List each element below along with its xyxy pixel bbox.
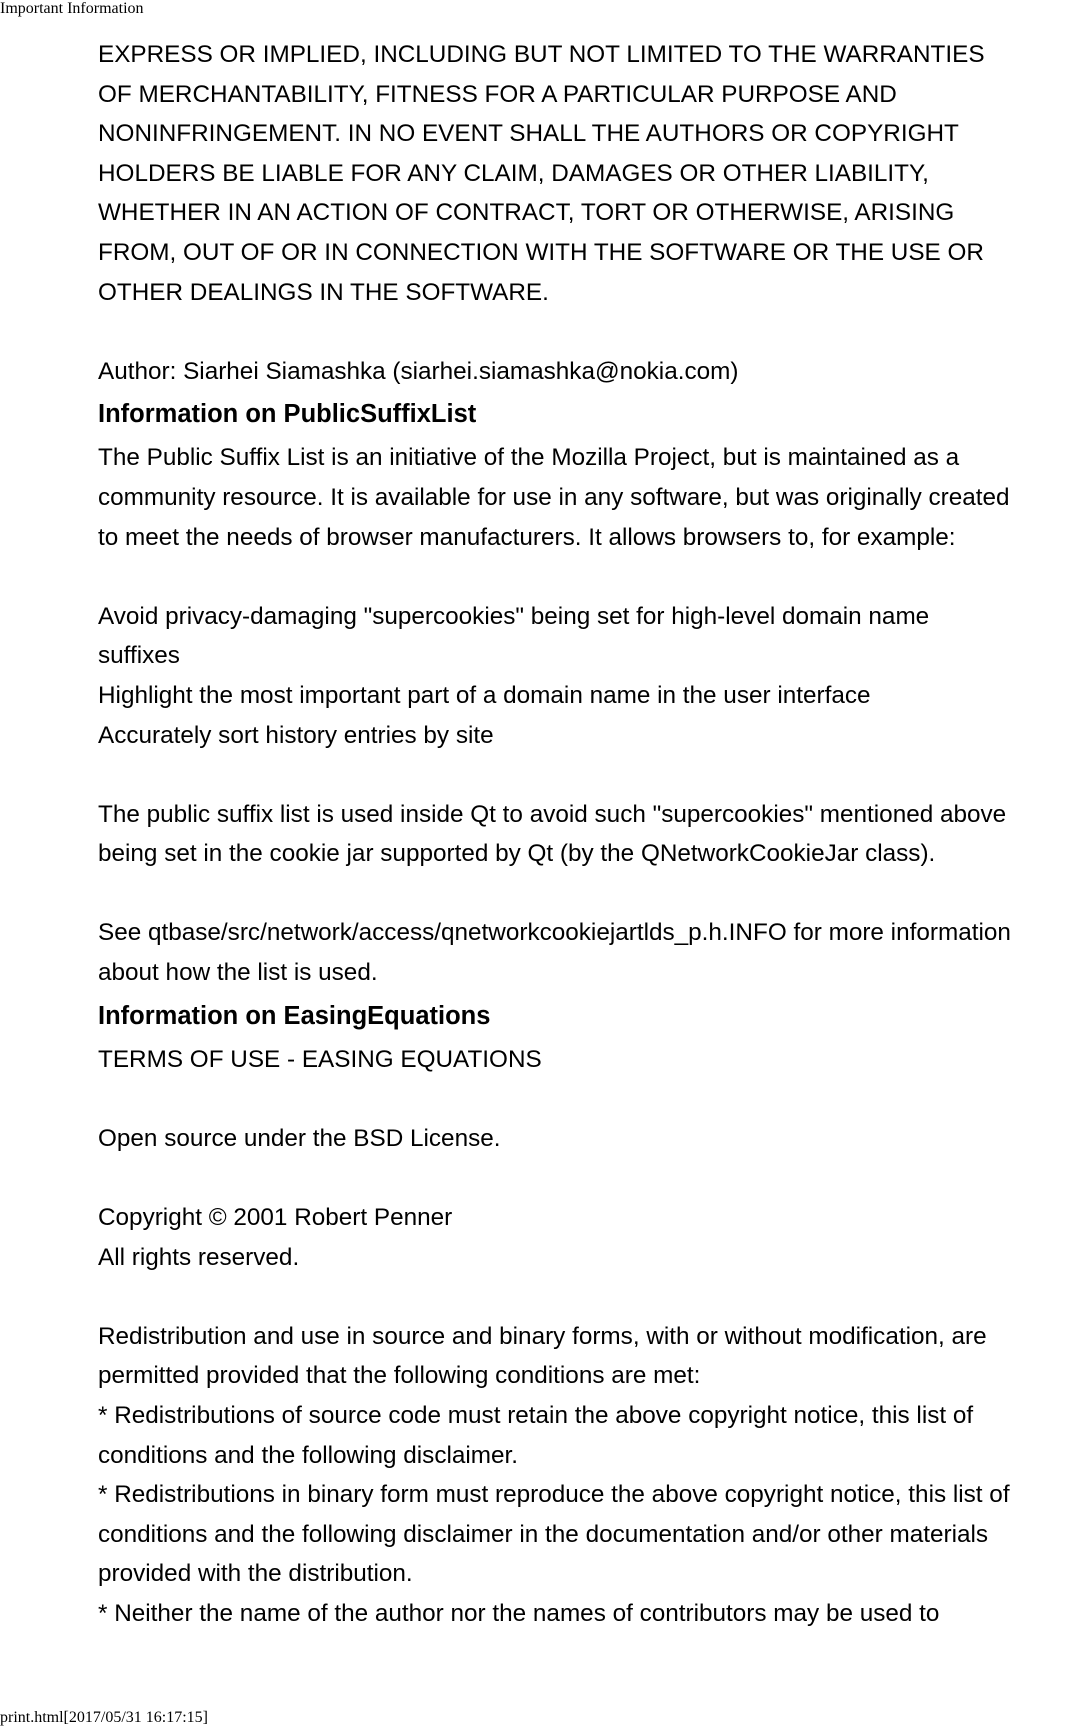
page-header: Important Information bbox=[0, 0, 144, 17]
paragraph-gap bbox=[98, 1158, 1087, 1198]
easing-conditions: Redistribution and use in source and binary forms, with or without modification, are permitted provided that the following conditions are met: * Redistributions of source code must retain the above copyright notice, this list of conditions and the following disclaimer. * Redistributions in binary form must reproduce the above copyright notice, this list of conditions and the following disclaimer in the documentation and/or other materials provided with the distribution. * Neither the name of the author nor the names of contributors may be used to bbox=[98, 1322, 1010, 1627]
section-heading-easingequations: Information on EasingEquations bbox=[98, 1001, 491, 1030]
paragraph-gap bbox=[98, 557, 1087, 597]
paragraph-gap bbox=[98, 1079, 1087, 1119]
paragraph-gap bbox=[98, 874, 1087, 914]
publicsuffix-see-also: See qtbase/src/network/access/qnetworkcookiejartlds_p.h.INFO for more information about how the list is used. bbox=[98, 919, 1011, 987]
author-line: Author: Siarhei Siamashka (siarhei.siamashka@nokia.com) bbox=[98, 357, 739, 385]
easing-terms-title: TERMS OF USE - EASING EQUATIONS bbox=[98, 1045, 542, 1073]
easing-copyright: Copyright © 2001 Robert Penner All rights reserved. bbox=[98, 1204, 453, 1271]
publicsuffix-intro: The Public Suffix List is an initiative of the Mozilla Project, but is maintained as a community resource. It is available for use in any software, but was originally created to meet the needs of browser manufacturers. It allows browsers to, for example: bbox=[98, 444, 1010, 551]
publicsuffix-uses: Avoid privacy-damaging "supercookies" being set for high-level domain name suffixes Highlight the most important part of a domain name in the user interface Accurately sort history entries by site bbox=[98, 602, 930, 749]
paragraph-gap bbox=[98, 1277, 1087, 1317]
publicsuffix-qt-usage: The public suffix list is used inside Qt to avoid such "supercookies" mentioned above being set in the cookie jar supported by Qt (by the QNetworkCookieJar class). bbox=[98, 800, 1007, 868]
paragraph-gap bbox=[98, 312, 1087, 352]
section-heading-publicsuffixlist: Information on PublicSuffixList bbox=[98, 400, 477, 429]
page-footer: print.html[2017/05/31 16:17:15] bbox=[0, 1709, 208, 1726]
easing-license: Open source under the BSD License. bbox=[98, 1124, 501, 1152]
paragraph-gap bbox=[98, 755, 1087, 795]
document-body bbox=[98, 35, 1087, 1634]
warranty-disclaimer: EXPRESS OR IMPLIED, INCLUDING BUT NOT LIMITED TO THE WARRANTIES OF MERCHANTABILITY, FITNESS FOR A PARTICULAR PURPOSE AND NONINFRINGEMENT. IN NO EVENT SHALL THE AUTHORS OR COPYRIGHT HOLDERS BE LIABLE FOR ANY CLAIM, DAMAGES OR OTHER LIABILITY, WHETHER IN AN ACTION OF CONTRACT, TORT OR OTHERWISE, ARISING FROM, OUT OF OR IN CONNECTION WITH THE SOFTWARE OR THE USE OR OTHER DEALINGS IN THE SOFTWARE. bbox=[98, 41, 985, 306]
